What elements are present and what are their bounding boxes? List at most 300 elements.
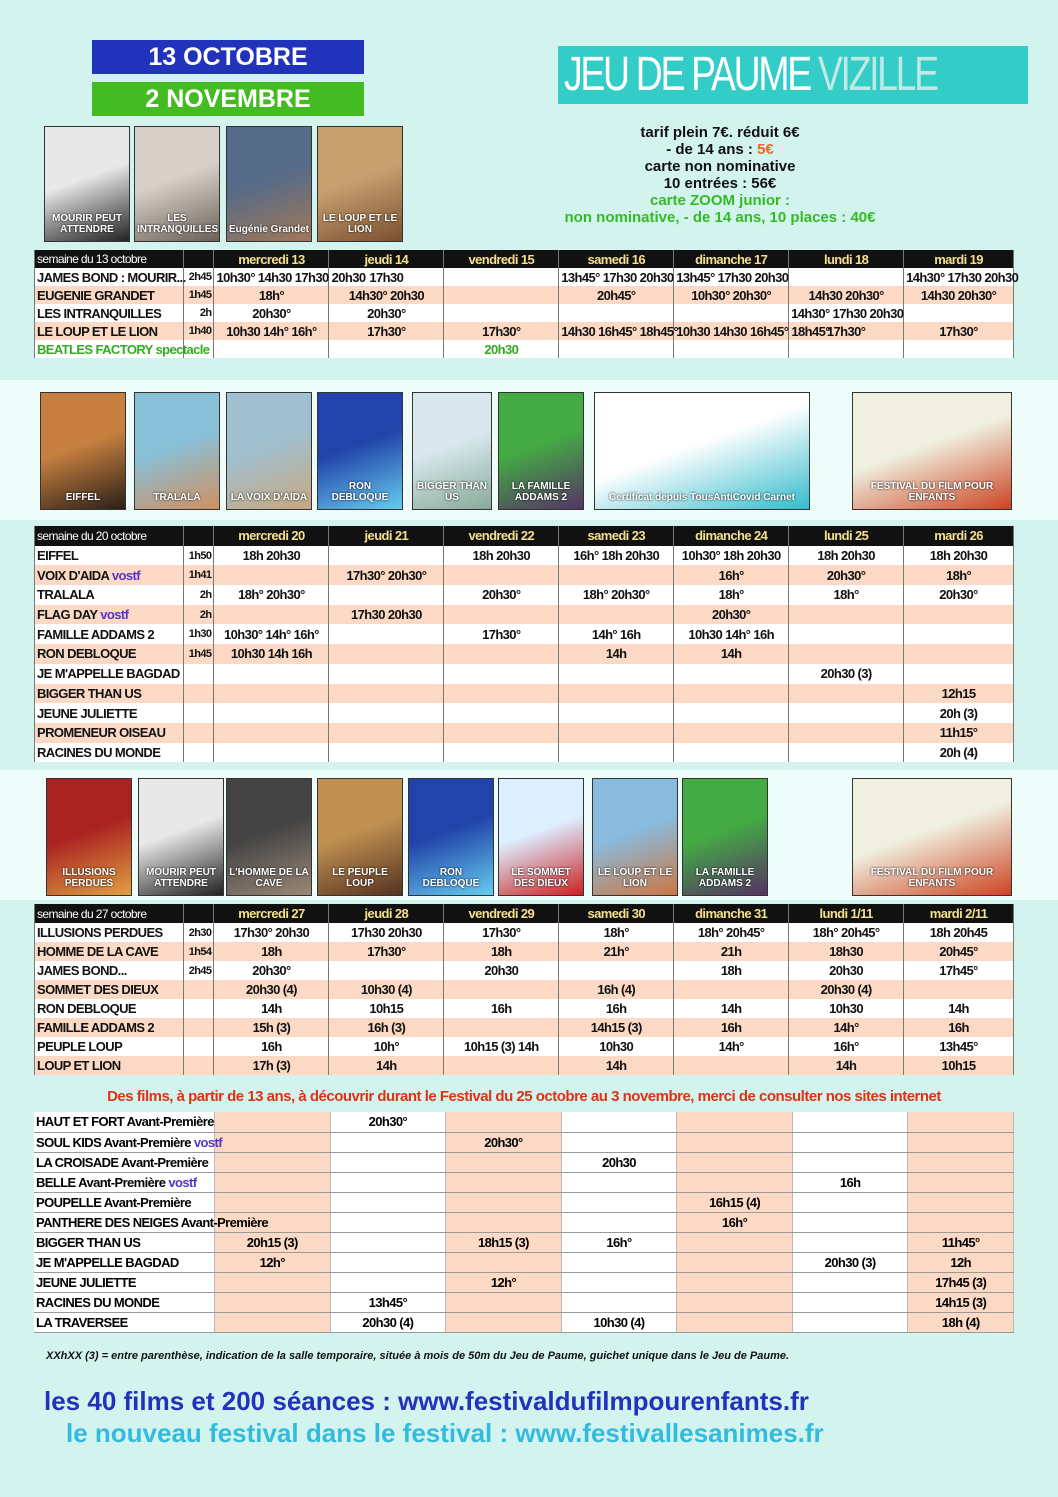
festival-row bbox=[34, 1292, 1014, 1312]
showtime-cell: 20h45° bbox=[559, 286, 674, 304]
showtime-cell bbox=[677, 1232, 793, 1252]
movie-poster bbox=[226, 126, 312, 242]
festival-row bbox=[34, 1212, 1014, 1232]
schedule-row bbox=[35, 961, 1014, 980]
showtime-cell bbox=[904, 340, 1014, 358]
day-header: vendredi 15 bbox=[444, 250, 559, 268]
vostf-label: vostf bbox=[100, 607, 129, 623]
film-duration bbox=[184, 1037, 214, 1056]
showtime-cell bbox=[214, 664, 329, 684]
festival-row bbox=[34, 1112, 1014, 1132]
showtime-cell bbox=[446, 1312, 562, 1332]
showtime-cell bbox=[444, 304, 559, 322]
showtime-cell: 18h 20h30 bbox=[789, 546, 904, 566]
festival-row bbox=[34, 1272, 1014, 1292]
showtime-cell: 14h15 (3) bbox=[908, 1292, 1014, 1312]
pricing-under14 bbox=[520, 141, 920, 158]
festival-website-link[interactable]: les 40 films et 200 séances : www.festivaldufilmpourenfants.fr bbox=[44, 1386, 809, 1416]
schedule-header-row bbox=[35, 904, 1014, 923]
schedule-week1 bbox=[34, 250, 1019, 358]
film-title-text: PROMENEUR OISEAU bbox=[37, 725, 166, 741]
showtime-cell: 10h30 14h30 16h45° 18h45° bbox=[674, 322, 789, 340]
film-title bbox=[35, 624, 184, 644]
pricing-under14-label: - de 14 ans : bbox=[666, 141, 758, 158]
showtime-cell: 18h30 bbox=[789, 942, 904, 961]
schedule-header-row bbox=[35, 526, 1014, 546]
week-label: semaine du 20 octobre bbox=[35, 526, 184, 546]
showtime-cell: 10h15 (3) 14h bbox=[444, 1037, 559, 1056]
showtime-cell bbox=[792, 1312, 908, 1332]
showtime-cell bbox=[444, 644, 559, 664]
showtime-cell bbox=[214, 340, 329, 358]
film-duration: 1h41 bbox=[184, 565, 214, 585]
movie-poster bbox=[226, 392, 312, 510]
showtime-cell bbox=[214, 1312, 330, 1332]
schedule-row bbox=[35, 546, 1014, 566]
showtime-cell: 20h30° bbox=[214, 961, 329, 980]
film-title bbox=[34, 1152, 214, 1172]
showtime-cell: 18h 20h45 bbox=[904, 923, 1014, 942]
film-title bbox=[34, 1192, 214, 1212]
day-header bbox=[184, 904, 214, 923]
showtime-cell bbox=[214, 1192, 330, 1212]
showtime-cell: 20h30° bbox=[446, 1132, 562, 1152]
film-title-text: LA CROISADE Avant-Première bbox=[36, 1154, 209, 1170]
showtime-cell: 10h15 bbox=[329, 999, 444, 1018]
showtime-cell bbox=[677, 1172, 793, 1192]
showtime-cell: 10h30 14h° 16h bbox=[674, 624, 789, 644]
showtime-cell bbox=[330, 1132, 446, 1152]
film-title bbox=[35, 1037, 184, 1056]
poster-title: LA VOIX D'AIDA bbox=[230, 492, 308, 503]
showtime-cell: 16h° 18h 20h30 bbox=[559, 546, 674, 566]
showtime-cell: 17h30 20h30 bbox=[329, 605, 444, 625]
day-header: mercredi 20 bbox=[214, 526, 329, 546]
festival-row bbox=[34, 1232, 1014, 1252]
film-title-text: LES INTRANQUILLES bbox=[37, 305, 162, 321]
pricing-full: tarif plein 7€. réduit 6€ bbox=[640, 124, 800, 141]
pricing-zoom-detail: non nominative, - de 14 ans, 10 places : 40€ bbox=[564, 209, 876, 226]
film-duration: 1h45 bbox=[184, 644, 214, 664]
showtime-cell: 18h 20h30 bbox=[214, 546, 329, 566]
venue-banner bbox=[558, 46, 1028, 104]
showtime-cell bbox=[792, 1212, 908, 1232]
showtime-cell: 13h45° 17h30 20h30 bbox=[559, 268, 674, 286]
schedule-row bbox=[35, 980, 1014, 999]
showtime-cell bbox=[214, 703, 329, 723]
schedule-row bbox=[35, 585, 1014, 605]
movie-poster bbox=[134, 392, 220, 510]
film-title-text: JE M'APPELLE BAGDAD bbox=[36, 1254, 179, 1270]
showtime-cell bbox=[329, 723, 444, 743]
showtime-cell: 13h45° bbox=[330, 1292, 446, 1312]
week-label: semaine du 13 octobre bbox=[35, 250, 184, 268]
showtime-cell: 20h30 (4) bbox=[789, 980, 904, 999]
film-duration bbox=[184, 703, 214, 723]
showtime-cell: 17h30° bbox=[444, 322, 559, 340]
showtime-cell bbox=[444, 565, 559, 585]
showtime-cell bbox=[329, 546, 444, 566]
showtime-cell: 21h bbox=[674, 942, 789, 961]
day-header: samedi 16 bbox=[559, 250, 674, 268]
showtime-cell bbox=[677, 1152, 793, 1172]
day-header: dimanche 17 bbox=[674, 250, 789, 268]
showtime-cell: 20h30° bbox=[674, 605, 789, 625]
schedule-week3 bbox=[34, 904, 1014, 1075]
showtime-cell: 14h° 16h bbox=[559, 624, 674, 644]
showtime-cell bbox=[214, 684, 329, 704]
showtime-cell bbox=[789, 684, 904, 704]
film-duration: 2h45 bbox=[184, 268, 214, 286]
film-title-text: TRALALA bbox=[37, 587, 95, 603]
film-title-text: BELLE Avant-Première bbox=[36, 1174, 166, 1190]
schedule-row bbox=[35, 743, 1014, 763]
showtime-cell: 21h° bbox=[559, 942, 674, 961]
schedule-row bbox=[35, 340, 1014, 358]
showtime-cell bbox=[789, 340, 904, 358]
showtime-cell bbox=[904, 664, 1014, 684]
film-title-text: FAMILLE ADDAMS 2 bbox=[37, 1020, 155, 1035]
film-title bbox=[34, 1292, 214, 1312]
vostf-label: vostf bbox=[111, 567, 140, 583]
showtime-cell: 14h30 20h30° bbox=[904, 286, 1014, 304]
film-title-text: RON DEBLOQUE bbox=[37, 646, 136, 662]
film-title bbox=[34, 1112, 214, 1132]
schedule-week2 bbox=[34, 526, 1014, 762]
schedule-row bbox=[35, 1056, 1014, 1075]
day-header: mardi 26 bbox=[904, 526, 1014, 546]
film-title bbox=[34, 1132, 222, 1152]
day-header: samedi 23 bbox=[559, 526, 674, 546]
showtime-cell bbox=[904, 605, 1014, 625]
day-header: dimanche 31 bbox=[674, 904, 789, 923]
day-header: lundi 1/11 bbox=[789, 904, 904, 923]
showtime-cell bbox=[559, 723, 674, 743]
film-title bbox=[35, 743, 184, 763]
day-header: dimanche 24 bbox=[674, 526, 789, 546]
pricing-card: carte non nominative bbox=[644, 158, 796, 175]
showtime-cell: 16h bbox=[674, 1018, 789, 1037]
showtime-cell bbox=[446, 1292, 562, 1312]
schedule-row bbox=[35, 605, 1014, 625]
date-end-banner: 2 NOVEMBRE bbox=[92, 82, 364, 116]
schedule-row bbox=[35, 644, 1014, 664]
showtime-cell bbox=[789, 268, 904, 286]
film-title-text: JEUNE JULIETTE bbox=[36, 1274, 136, 1290]
showtime-cell: 16h bbox=[444, 999, 559, 1018]
film-title bbox=[34, 1232, 214, 1252]
showtime-cell bbox=[444, 703, 559, 723]
poster-title: MOURIR PEUT ATTENDRE bbox=[146, 867, 216, 889]
venue-city: VIZILLE bbox=[817, 48, 937, 101]
showtime-cell: 17h30° 20h30 bbox=[214, 923, 329, 942]
showtime-cell bbox=[214, 1132, 330, 1152]
showtime-cell bbox=[677, 1312, 793, 1332]
film-title-text: LE LOUP ET LE LION bbox=[37, 323, 158, 339]
showtime-cell: 17h30° bbox=[444, 624, 559, 644]
animes-website-link[interactable]: le nouveau festival dans le festival : www.festivallesanimes.fr bbox=[66, 1418, 824, 1448]
showtime-cell bbox=[214, 1272, 330, 1292]
showtime-cell bbox=[329, 624, 444, 644]
showtime-cell bbox=[444, 286, 559, 304]
film-duration: 2h30 bbox=[184, 923, 214, 942]
showtime-cell: 20h30 (3) bbox=[789, 664, 904, 684]
film-title bbox=[35, 585, 184, 605]
showtime-cell: 11h15° bbox=[904, 723, 1014, 743]
schedule-row bbox=[35, 286, 1014, 304]
showtime-cell bbox=[908, 1132, 1014, 1152]
film-title bbox=[34, 1252, 214, 1272]
showtime-cell: 20h30° bbox=[904, 585, 1014, 605]
film-title bbox=[35, 1018, 184, 1037]
showtime-cell: 17h30° bbox=[789, 322, 904, 340]
showtime-cell bbox=[674, 340, 789, 358]
schedule-row bbox=[35, 684, 1014, 704]
poster-title: MOURIR PEUT ATTENDRE bbox=[52, 213, 122, 235]
venue-name: JEU DE PAUME bbox=[564, 48, 818, 101]
film-duration bbox=[184, 743, 214, 763]
showtime-cell: 12h15 bbox=[904, 684, 1014, 704]
day-header: samedi 30 bbox=[559, 904, 674, 923]
pricing-under14-price: 5€ bbox=[757, 141, 774, 158]
film-title bbox=[34, 1172, 214, 1192]
schedule-row bbox=[35, 703, 1014, 723]
film-title-text: EIFFEL bbox=[37, 548, 79, 564]
film-title-text: EUGENIE GRANDET bbox=[37, 287, 155, 303]
showtime-cell: 14h bbox=[214, 999, 329, 1018]
showtime-cell: 18h° 20h30° bbox=[214, 585, 329, 605]
showtime-cell bbox=[908, 1152, 1014, 1172]
film-duration: 1h50 bbox=[184, 546, 214, 566]
showtime-cell bbox=[329, 340, 444, 358]
showtime-cell bbox=[329, 664, 444, 684]
showtime-cell bbox=[677, 1292, 793, 1312]
day-header: vendredi 22 bbox=[444, 526, 559, 546]
showtime-cell: 18h° 20h45° bbox=[789, 923, 904, 942]
showtime-cell bbox=[444, 684, 559, 704]
schedule-row bbox=[35, 723, 1014, 743]
schedule-row bbox=[35, 624, 1014, 644]
showtime-cell: 18h° bbox=[559, 923, 674, 942]
poster-title: RON DEBLOQUE bbox=[331, 481, 389, 503]
showtime-cell: 20h30° bbox=[789, 565, 904, 585]
film-duration: 1h45 bbox=[184, 286, 214, 304]
showtime-cell: 14h30° 17h30 20h30 bbox=[789, 304, 904, 322]
showtime-cell bbox=[789, 605, 904, 625]
film-title bbox=[35, 684, 184, 704]
showtime-cell: 20h15 (3) bbox=[214, 1232, 330, 1252]
day-header: lundi 25 bbox=[789, 526, 904, 546]
showtime-cell: 17h30° 20h30° bbox=[329, 565, 444, 585]
showtime-cell bbox=[789, 723, 904, 743]
film-title bbox=[35, 980, 184, 999]
film-title bbox=[35, 565, 184, 585]
showtime-cell: 18h bbox=[674, 961, 789, 980]
showtime-cell bbox=[559, 684, 674, 704]
movie-poster bbox=[592, 778, 678, 896]
showtime-cell: 16h bbox=[559, 999, 674, 1018]
showtime-cell: 20h (3) bbox=[904, 703, 1014, 723]
movie-poster bbox=[498, 778, 584, 896]
showtime-cell: 12h° bbox=[214, 1252, 330, 1272]
poster-title: EIFFEL bbox=[65, 492, 101, 503]
film-title bbox=[34, 1212, 268, 1232]
showtime-cell: 10h30 bbox=[559, 1037, 674, 1056]
film-title-text: LOUP ET LION bbox=[37, 1058, 121, 1073]
film-title-text: JAMES BOND : MOURIR... bbox=[37, 269, 186, 285]
showtime-cell: 18h° bbox=[904, 565, 1014, 585]
film-duration bbox=[184, 684, 214, 704]
film-title bbox=[35, 999, 184, 1018]
showtime-cell bbox=[792, 1112, 908, 1132]
film-duration: 1h54 bbox=[184, 942, 214, 961]
showtime-cell bbox=[329, 703, 444, 723]
film-title-text: BIGGER THAN US bbox=[36, 1234, 141, 1250]
film-duration bbox=[184, 723, 214, 743]
pricing-card-10: 10 entrées : 56€ bbox=[663, 175, 777, 192]
showtime-cell: 14h bbox=[789, 1056, 904, 1075]
showtime-cell bbox=[559, 664, 674, 684]
showtime-cell: 14h bbox=[559, 644, 674, 664]
showtime-cell bbox=[561, 1272, 677, 1292]
schedule-row bbox=[35, 942, 1014, 961]
showtime-cell bbox=[329, 961, 444, 980]
showtime-cell bbox=[330, 1152, 446, 1172]
film-title-text: JAMES BOND... bbox=[37, 963, 127, 978]
day-header bbox=[184, 526, 214, 546]
film-title bbox=[35, 268, 184, 286]
showtime-cell bbox=[561, 1192, 677, 1212]
vostf-label: vostf bbox=[168, 1174, 197, 1190]
movie-poster bbox=[408, 778, 494, 896]
showtime-cell bbox=[214, 723, 329, 743]
showtime-cell: 10h30° 14h30 17h30 20h30 bbox=[214, 268, 329, 286]
film-duration bbox=[184, 999, 214, 1018]
schedule-row bbox=[35, 268, 1014, 286]
schedule-row bbox=[35, 923, 1014, 942]
film-title bbox=[35, 923, 184, 942]
showtime-cell bbox=[559, 743, 674, 763]
movie-poster bbox=[594, 392, 810, 510]
showtime-cell bbox=[444, 1056, 559, 1075]
showtime-cell: 18h° bbox=[674, 585, 789, 605]
film-title bbox=[35, 304, 184, 322]
film-title-text: BIGGER THAN US bbox=[37, 685, 142, 701]
film-duration: 2h bbox=[184, 585, 214, 605]
showtime-cell: 16h bbox=[904, 1018, 1014, 1037]
showtime-cell: 17h30 bbox=[329, 268, 444, 286]
showtime-cell bbox=[792, 1292, 908, 1312]
showtime-cell bbox=[789, 703, 904, 723]
showtime-cell: 12h bbox=[908, 1252, 1014, 1272]
movie-poster bbox=[852, 392, 1012, 510]
showtime-cell bbox=[214, 1292, 330, 1312]
showtime-cell bbox=[674, 664, 789, 684]
showtime-cell bbox=[446, 1252, 562, 1272]
showtime-cell: 16h° bbox=[677, 1212, 793, 1232]
showtime-cell bbox=[329, 684, 444, 704]
showtime-cell bbox=[329, 743, 444, 763]
week-label: semaine du 27 octobre bbox=[35, 904, 184, 923]
schedule-row bbox=[35, 999, 1014, 1018]
poster-title: L'HOMME DE LA CAVE bbox=[229, 867, 309, 889]
showtime-cell bbox=[792, 1132, 908, 1152]
showtime-cell: 16h bbox=[792, 1172, 908, 1192]
showtime-cell: 17h30° bbox=[329, 942, 444, 961]
showtime-cell: 18h° 20h45° bbox=[674, 923, 789, 942]
day-header: jeudi 21 bbox=[329, 526, 444, 546]
showtime-cell: 20h30° bbox=[330, 1112, 446, 1132]
poster-title: Eugénie Grandet bbox=[229, 224, 310, 235]
film-title bbox=[35, 605, 184, 625]
movie-poster bbox=[682, 778, 768, 896]
showtime-cell bbox=[904, 304, 1014, 322]
film-title-text: PANTHERE DES NEIGES Avant-Première bbox=[36, 1214, 268, 1230]
poster-title: RON DEBLOQUE bbox=[422, 867, 480, 889]
showtime-cell: 20h30 bbox=[789, 961, 904, 980]
poster-title: LA FAMILLE ADDAMS 2 bbox=[511, 481, 571, 503]
showtime-cell: 14h° bbox=[789, 1018, 904, 1037]
poster-title: LA FAMILLE ADDAMS 2 bbox=[695, 867, 755, 889]
film-duration: 2h bbox=[184, 304, 214, 322]
showtime-cell: 17h (3) bbox=[214, 1056, 329, 1075]
showtime-cell: 15h (3) bbox=[214, 1018, 329, 1037]
film-title-text: SOMMET DES DIEUX bbox=[37, 982, 159, 997]
showtime-cell bbox=[792, 1192, 908, 1212]
showtime-cell: 16h bbox=[214, 1037, 329, 1056]
movie-poster bbox=[317, 778, 403, 896]
showtime-cell: 14h bbox=[559, 1056, 674, 1075]
showtime-cell: 18h bbox=[214, 942, 329, 961]
film-title bbox=[34, 1312, 214, 1332]
film-title-text: FAMILLE ADDAMS 2 bbox=[37, 626, 155, 642]
film-title-text: PEUPLE LOUP bbox=[37, 1039, 123, 1054]
showtime-cell bbox=[446, 1172, 562, 1192]
showtime-cell bbox=[904, 624, 1014, 644]
date-start-banner: 13 OCTOBRE bbox=[92, 40, 364, 74]
showtime-cell bbox=[330, 1232, 446, 1252]
showtime-cell: 14h30 16h45° 18h45° bbox=[559, 322, 674, 340]
showtime-cell: 17h30° bbox=[329, 322, 444, 340]
film-title-text: JEUNE JULIETTE bbox=[37, 705, 137, 721]
movie-poster bbox=[44, 126, 130, 242]
film-duration: 1h30 bbox=[184, 624, 214, 644]
showtime-cell: 12h° bbox=[446, 1272, 562, 1292]
poster-title: ILLUSIONS PERDUES bbox=[62, 867, 116, 889]
showtime-cell: 14h30° 20h30 bbox=[329, 286, 444, 304]
movie-poster bbox=[134, 126, 220, 242]
schedule-row bbox=[35, 1018, 1014, 1037]
showtime-cell bbox=[677, 1132, 793, 1152]
showtime-cell bbox=[559, 961, 674, 980]
day-header: mercredi 13 bbox=[214, 250, 329, 268]
showtime-cell: 17h45 (3) bbox=[908, 1272, 1014, 1292]
festival-row bbox=[34, 1172, 1014, 1192]
showtime-cell bbox=[329, 585, 444, 605]
film-title-text: FLAG DAY bbox=[37, 607, 98, 623]
showtime-cell bbox=[561, 1112, 677, 1132]
showtime-cell: 11h45° bbox=[908, 1232, 1014, 1252]
showtime-cell: 20h30 (4) bbox=[330, 1312, 446, 1332]
showtime-cell bbox=[330, 1252, 446, 1272]
festival-note: Des films, à partir de 13 ans, à découvrir durant le Festival du 25 octobre au 3 novembre, merci de consulter nos sites internet bbox=[107, 1088, 941, 1105]
showtime-cell bbox=[674, 304, 789, 322]
showtime-cell bbox=[444, 605, 559, 625]
schedule-row bbox=[35, 664, 1014, 684]
showtime-cell bbox=[330, 1272, 446, 1292]
poster-title: LE LOUP ET LE LION bbox=[322, 213, 398, 235]
showtime-cell: 14h30° 17h30 20h30 bbox=[904, 268, 1014, 286]
